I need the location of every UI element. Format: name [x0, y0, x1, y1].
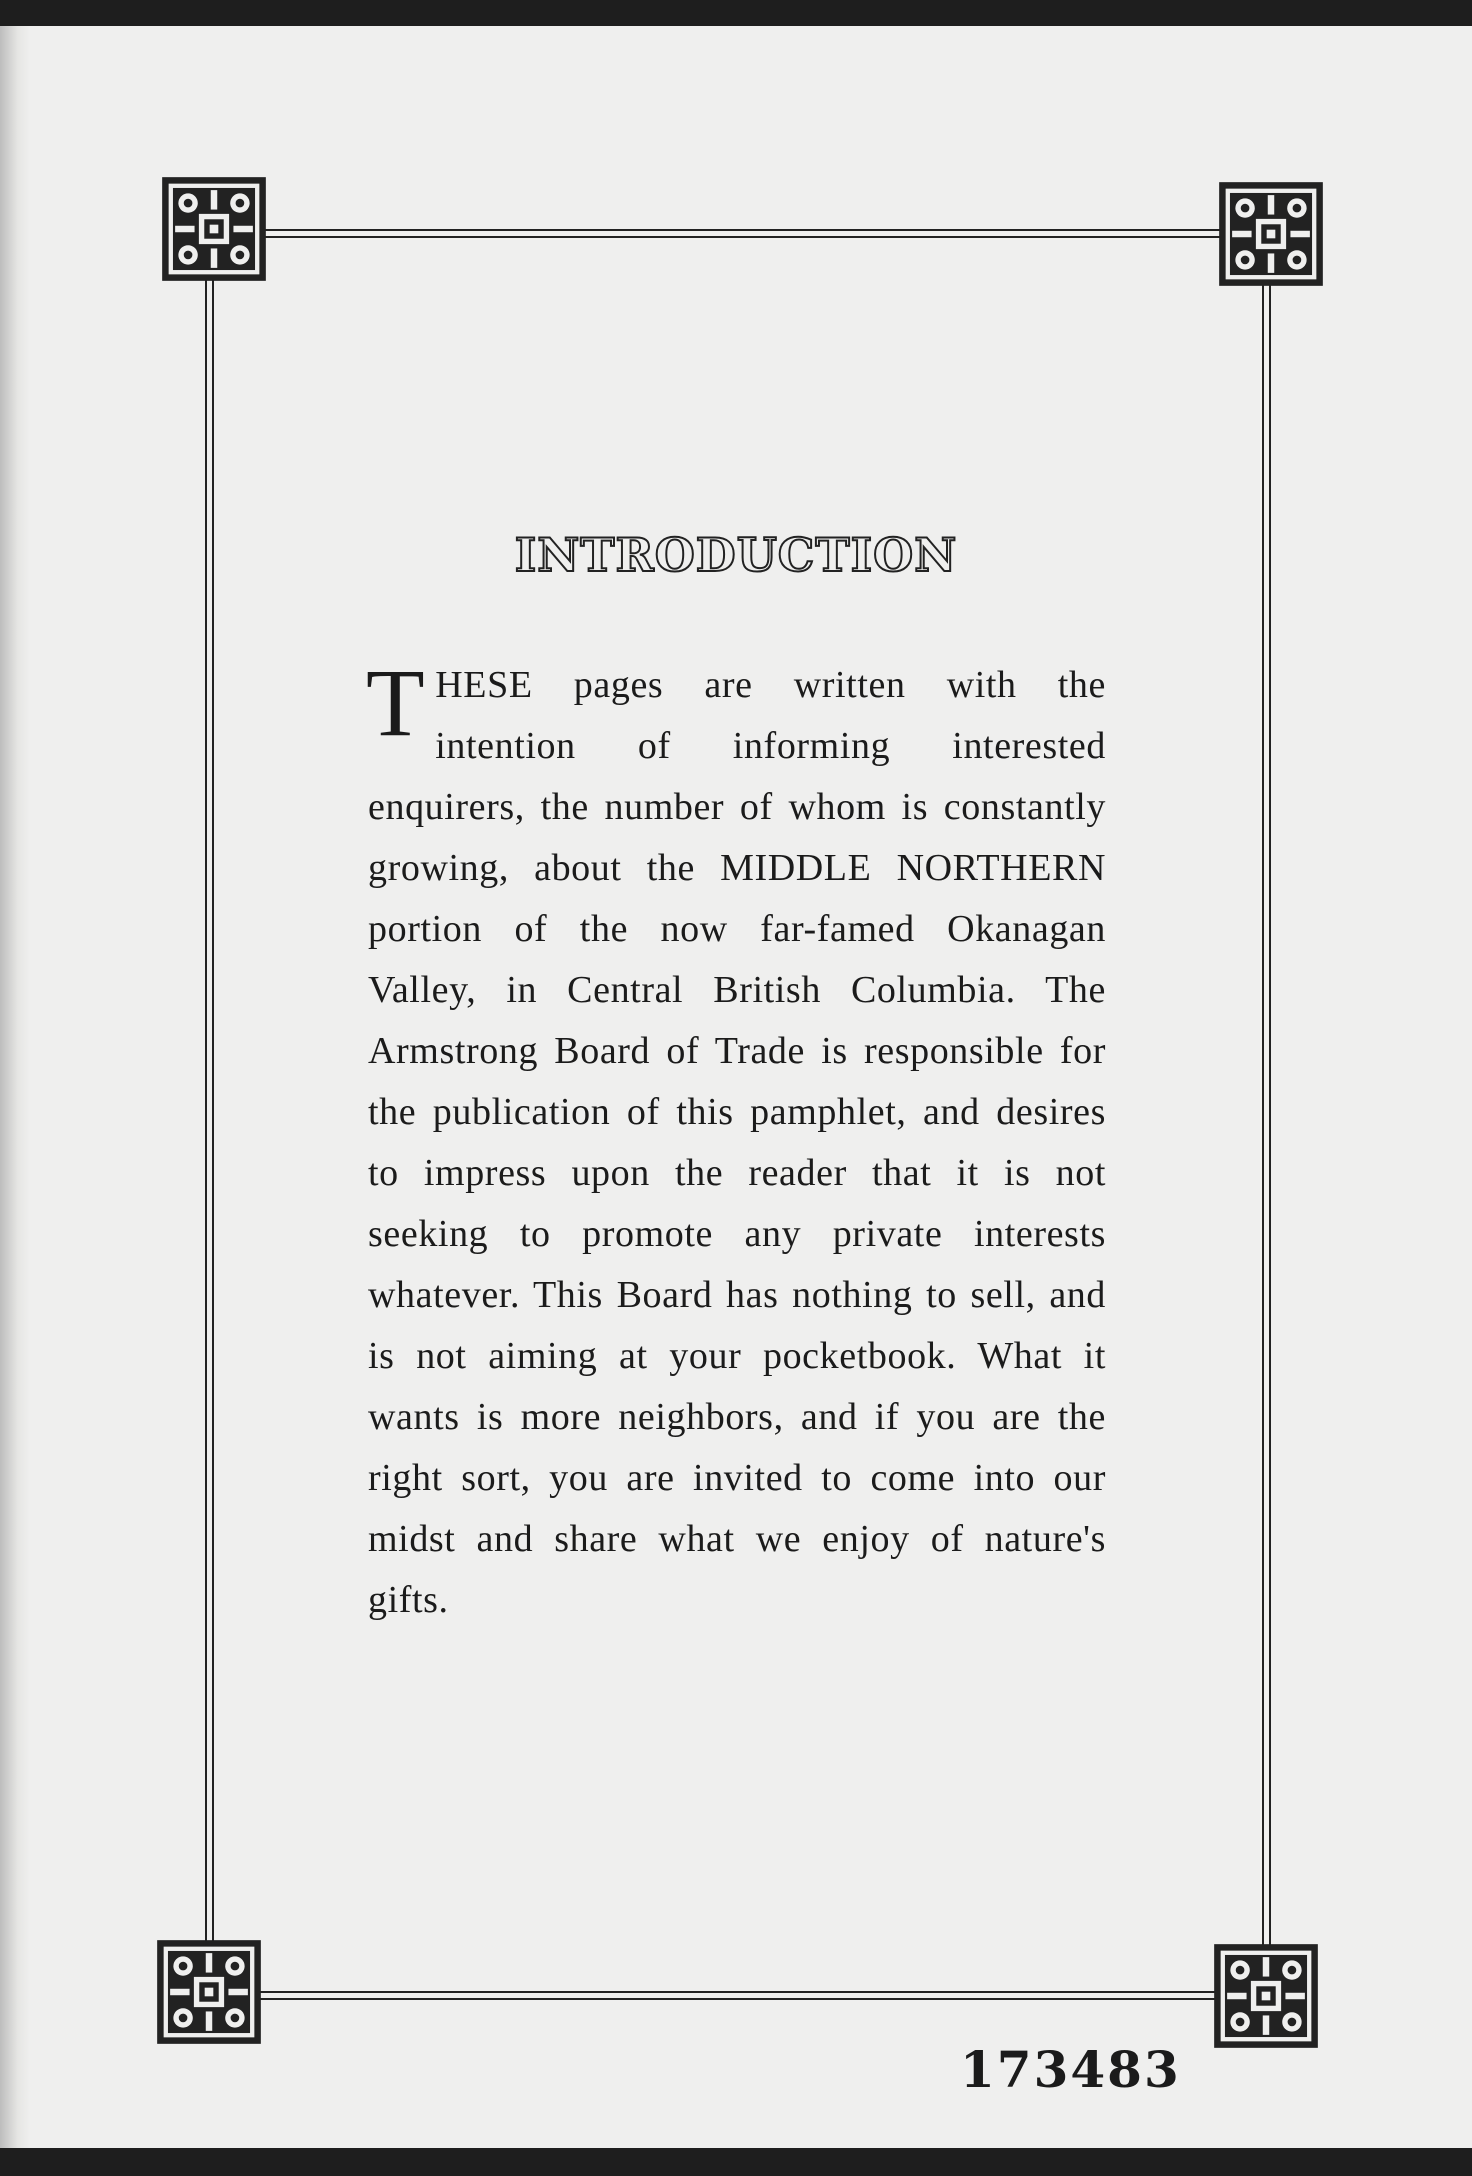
corner-ornament-top-right [1217, 180, 1325, 288]
page-binding-edge [0, 26, 30, 2148]
frame-right-border [1262, 285, 1271, 1945]
ornament-icon [160, 175, 268, 283]
drop-cap: T [366, 649, 426, 756]
catalog-number: 173483 [960, 2040, 1181, 2099]
frame-bottom-border [255, 1991, 1215, 2000]
ornament-icon [1212, 1942, 1320, 2050]
corner-ornament-bottom-left [155, 1938, 263, 2046]
ornament-icon [1217, 180, 1325, 288]
frame-left-border [205, 280, 214, 1945]
corner-ornament-top-left [160, 175, 268, 283]
page-heading: INTRODUCTION [514, 528, 958, 582]
frame-top-border [255, 229, 1223, 238]
intro-paragraph [366, 649, 1106, 1631]
corner-ornament-bottom-right [1212, 1942, 1320, 2050]
ornament-icon [155, 1938, 263, 2046]
intro-paragraph-text: HESE pages are written with the intention of informing interested enquirers, the number of whom is constantly growing, about the MIDDLE NORTHERN portion of the now far-famed Okanagan Valley, in Central British Columbia. The Armstrong Board of Trade is responsible for the publication of this pamphlet, and desires to impress upon the reader that it is not seeking to promote any private interests whatever. This Board has nothing to sell, and is not aiming at your pocketbook. What it wants is more neighbors, and if you are the right sort, you are invited to come into our midst and share what we enjoy of nature's gifts. [368, 664, 1106, 1621]
